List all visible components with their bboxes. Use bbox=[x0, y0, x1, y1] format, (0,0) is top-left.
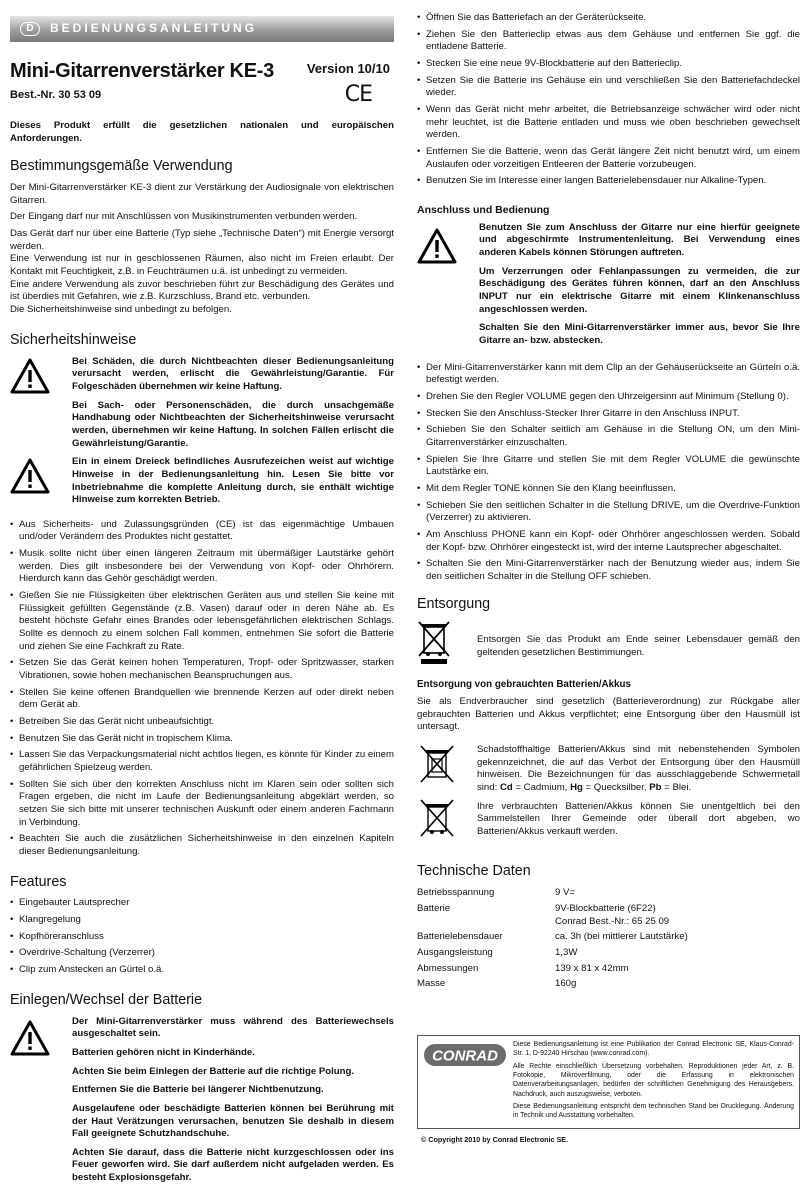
battery-steps bbox=[417, 12, 800, 188]
usage-paragraph: Das Gerät darf nur über eine Batterie (Typ siehe „Technische Daten“) mit Energie versorgt werden. bbox=[10, 228, 394, 252]
copyright: © Copyright 2010 by Conrad Electronic SE. bbox=[421, 1135, 569, 1144]
safety-heading: Sicherheitshinweise bbox=[10, 331, 137, 348]
header-band bbox=[10, 16, 394, 42]
list-item: • Schalten Sie den Mini-Gitarrenverstärker nach der Benutzung wieder aus, indem Sie den seitlichen Schalter in die Stellung OFF schieben. bbox=[417, 558, 800, 583]
features-list bbox=[10, 897, 394, 976]
usage-paragraph: Eine andere Verwendung als zuvor beschrieben führt zur Beschädigung des Gerätes und ist überdies mit Gefahren, wie z.B. Kurzschluss, Brand etc. verbunden. bbox=[10, 278, 394, 303]
specs-table bbox=[417, 887, 800, 994]
battery-warning-block bbox=[10, 1016, 394, 1191]
publisher-footer bbox=[417, 1035, 800, 1129]
battery-bin-icon bbox=[417, 744, 457, 784]
features-heading: Features bbox=[10, 873, 67, 890]
usage-paragraph: Die Sicherheitshinweise sind unbedingt zu befolgen. bbox=[10, 304, 232, 316]
connection-warning-text: Benutzen Sie zum Anschluss der Gitarre nur eine hierfür geeignete und abgeschirmte Instrumentenleitung. Bei Verwendung eines anderen Kabels können Störungen auftreten. bbox=[479, 221, 800, 259]
list-item: • Setzen Sie das Gerät keinen hohen Temperaturen, Tropf- oder Spritzwasser, starken Vibrationen, sowie hohen mechanischen Beanspruchungen aus. bbox=[10, 657, 394, 682]
disposal-text: Entsorgen Sie das Produkt am Ende seiner Lebensdauer gemäß den geltenden gesetzlichen Bestimmungen. bbox=[477, 634, 800, 658]
connection-warning-text: Um Verzerrungen oder Fehlanpassungen zu vermeiden, die zur Beschädigung des Gerätes führen können, darf an den Anschluss INPUT nur ein elektrische Gitarre mit einem Klinkenanschluss angeschlossen werden. bbox=[479, 265, 800, 315]
title-block bbox=[10, 58, 394, 120]
list-item: • Am Anschluss PHONE kann ein Kopf- oder Ohrhörer angeschlossen werden. Sobald der Kopf- bzw. Ohrhörer eingesteckt ist, wird der interne Lautsprecher abgeschaltet. bbox=[417, 529, 800, 554]
footer-paragraph: Alle Rechte einschließlich Übersetzung vorbehalten. Reproduktionen jeder Art, z. B. Fotokopie, Mikroverfilmung, oder die Erfassung in elektronischen Datenverarbeitungsanlagen, bedürfen der schriftlichen Genehmigung des Herausgebers. Nachdruck, auch auszugsweise, verboten. bbox=[513, 1062, 794, 1098]
usage-paragraph: Eine Verwendung ist nur in geschlossenen Räumen, also nicht im Freien erlaubt. Der Kontakt mit Feuchtigkeit, z.B. in Feuchträumen u.ä. ist unbedingt zu vermeiden. bbox=[10, 253, 394, 278]
header-title: BEDIENUNGSANLEITUNG bbox=[50, 21, 258, 36]
table-row: Masse 160g bbox=[417, 978, 577, 990]
battery-warning-text: Ausgelaufene oder beschädigte Batterien können bei Berührung mit der Haut Verätzungen verursachen, benutzen Sie deshalb in diesem Fall geeignete Schutzhandschuhe. bbox=[72, 1102, 394, 1140]
battery-heading: Einlegen/Wechsel der Batterie bbox=[10, 991, 203, 1008]
list-item: • Kopfhöreranschluss bbox=[10, 931, 394, 944]
table-row: Abmessungen 139 x 81 x 42mm bbox=[417, 962, 629, 974]
warning-triangle-icon bbox=[10, 1020, 50, 1056]
battery-disposal-text: Sie als Endverbraucher sind gesetzlich (Batterieverordnung) zur Rückgabe aller gebrauchten Batterien und Akkus verpflichtet; eine Entsorgung über den Hausmüll ist untersagt. bbox=[417, 695, 800, 733]
list-item: • Overdrive-Schaltung (Verzerrer) bbox=[10, 947, 394, 960]
list-item: • Aus Sicherheits- und Zulassungsgründen (CE) ist das eigenmächtige Umbauen und/oder Verändern des Produktes nicht gestattet. bbox=[10, 519, 394, 544]
warning-triangle-icon bbox=[417, 228, 457, 264]
list-item: • Benutzen Sie im Interesse einer langen Batterielebensdauer nur Alkaline-Typen. bbox=[417, 175, 800, 188]
list-item: • Spielen Sie Ihre Gitarre und stellen Sie mit dem Regler VOLUME die gewünschte Lautstärke ein. bbox=[417, 454, 800, 479]
warning-triangle-icon bbox=[10, 358, 50, 394]
safety-warning-text: Bei Schäden, die durch Nichtbeachten dieser Bedienungsanleitung verursacht werden, erlischt die Gewährleistung/Garantie. Für Folgeschäden übernehmen wir keine Haftung. bbox=[72, 355, 394, 392]
safety-warning-block bbox=[10, 356, 394, 513]
list-item: • Entfernen Sie die Batterie, wenn das Gerät längere Zeit nicht benutzt wird, um einem Auslaufen oder vorzeitigen Entleeren der Batterie vorzubeugen. bbox=[417, 146, 800, 171]
list-item: • Der Mini-Gitarrenverstärker kann mit dem Clip an der Gehäuserückseite an Gürteln o.ä. befestigt werden. bbox=[417, 362, 800, 387]
safety-warning-text: Ein in einem Dreieck befindliches Ausrufezeichen weist auf wichtige Hinweise in der Bedienungsanleitung hin. Lesen Sie bitte vor Inbetriebnahme die komplette Anleitung durch, sie enthält wichtige Hinweise zum korrekten Betrieb. bbox=[72, 456, 394, 506]
intro-text: Dieses Produkt erfüllt die gesetzlichen nationalen und europäischen Anforderungen. bbox=[10, 120, 394, 144]
list-item: • Klangregelung bbox=[10, 914, 394, 927]
safety-warning-text: Bei Sach- oder Personenschäden, die durch unsachgemäße Handhabung oder Nichtbeachten der Sicherheitshinweise verursacht werden, übernehmen wir keine Haftung. In solchen Fällen erlischt die Gewährleistung/Garantie. bbox=[72, 399, 394, 449]
usage-paragraph: Der Eingang darf nur mit Anschlüssen von Musikinstrumenten verbunden werden. bbox=[10, 211, 358, 223]
left-column bbox=[10, 0, 394, 1197]
list-item: • Schieben Sie den Schalter seitlich am Gehäuse in die Stellung ON, um den Mini-Gitarrenverstärker einzuschalten. bbox=[417, 424, 800, 449]
connection-warning-text: Schalten Sie den Mini-Gitarrenverstärker immer aus, bevor Sie Ihre Gitarre an- bzw. abstecken. bbox=[479, 322, 800, 346]
logo-text: CONRAD bbox=[432, 1047, 498, 1065]
battery-warning-text: Der Mini-Gitarrenverstärker muss während des Batteriewechsels ausgeschaltet sein. bbox=[72, 1015, 394, 1040]
list-item: • Stecken Sie den Anschluss-Stecker Ihrer Gitarre in den Anschluss INPUT. bbox=[417, 408, 800, 421]
warning-triangle-icon bbox=[10, 458, 50, 494]
table-row: Ausgangsleistung 1,3W bbox=[417, 946, 578, 958]
list-item: • Musik sollte nicht über einen längeren Zeitraum mit übermäßiger Lautstärke gehört werden. Dies gilt insbesondere bei der Verwendung von Kopf- oder Ohrhörern. Hierdurch kann das Gehör geschädigt werden. bbox=[10, 548, 394, 586]
list-item: • Gießen Sie nie Flüssigkeiten über elektrischen Geräten aus und stellen Sie keine mit Flüssigkeit gefüllten Gegenstände (z.B. Vasen) darauf oder in deren Nähe ab. Es besteht höchste Gefahr eines Brandes oder lebensgefährlichen elektrischen Schlags. Sollte es dennoch zu einem solchen Fall kommen, entnehmen Sie sofort die Batterie und ziehen Sie eine Fachkraft zu Rate. bbox=[10, 590, 394, 653]
usage-heading: Bestimmungsgemäße Verwendung bbox=[10, 158, 233, 175]
return-text: Ihre verbrauchten Batterien/Akkus können Sie unentgeltlich bei den Sammelstellen Ihrer Gemeinde oder überall dort abgeben, wo Batterien/Akkus verkauft werden. bbox=[477, 800, 800, 837]
ce-mark-icon: CE bbox=[344, 82, 372, 107]
footer-paragraph: Diese Bedienungsanleitung ist eine Publikation der Conrad Electronic SE, Klaus-Conrad-Str. 1, D-92240 Hirschau (www.conrad.com). bbox=[513, 1041, 794, 1058]
list-item: • Beachten Sie auch die zusätzlichen Sicherheitshinweise in den einzelnen Kapiteln dieser Bedienungsanleitung. bbox=[10, 833, 394, 858]
crossed-bin-icon bbox=[417, 798, 457, 838]
table-row: Batterie 9V-Blockbatterie (6F22) Conrad Best.-Nr.: 65 25 09 bbox=[417, 903, 670, 927]
battery-warning-text: Achten Sie beim Einlegen der Batterie auf die richtige Polung. bbox=[72, 1065, 355, 1077]
list-item: • Benutzen Sie das Gerät nicht in tropischem Klima. bbox=[10, 733, 394, 746]
conrad-logo-icon bbox=[423, 1040, 507, 1070]
crossed-bin-icon bbox=[417, 620, 451, 664]
list-item: • Clip zum Anstecken an Gürtel o.ä. bbox=[10, 964, 394, 977]
list-item: • Drehen Sie den Regler VOLUME gegen den Uhrzeigersinn auf Minimum (Stellung 0). bbox=[417, 391, 800, 404]
list-item: • Stecken Sie eine neue 9V-Blockbatterie auf den Batterieclip. bbox=[417, 58, 800, 71]
order-number: Best.-Nr. 30 53 09 bbox=[10, 89, 102, 102]
list-item: • Betreiben Sie das Gerät nicht unbeaufsichtigt. bbox=[10, 716, 394, 729]
hazard-text: Schadstoffhaltige Batterien/Akkus sind mit nebenstehenden Symbolen gekennzeichnet, die auf das Verbot der Entsorgung über den Hausmüll hinweisen. Die Bezeichnungen für das ausschlaggebende Schwermetall sind: Cd = Cadmium, Hg = Quecksilber, Pb = Blei. bbox=[477, 743, 800, 793]
list-item: • Eingebauter Lautsprecher bbox=[10, 897, 394, 910]
list-item: • Schieben Sie den seitlichen Schalter in die Stellung DRIVE, um die Overdrive-Funktion (Verzerrer) zu aktivieren. bbox=[417, 500, 800, 525]
battery-warning-text: Entfernen Sie die Batterie bei längerer Nichtbenutzung. bbox=[72, 1084, 324, 1096]
specs-heading: Technische Daten bbox=[417, 863, 531, 880]
list-item: • Sollten Sie sich über den korrekten Anschluss nicht im Klaren sein oder sollten sich Fragen ergeben, die nicht im Laufe der Bedienungsanleitung abgeklärt werden, so setzen Sie sich bitte mit unserer technischen Auskunft oder einem anderen Fachmann in Verbindung. bbox=[10, 779, 394, 830]
connection-warning-block bbox=[417, 222, 800, 354]
disposal-heading: Entsorgung bbox=[417, 596, 491, 613]
connection-heading: Anschluss und Bedienung bbox=[417, 203, 550, 216]
version-label: Version 10/10 bbox=[306, 61, 390, 76]
table-row: Batterielebensdauer ca. 3h (bei mittlerer Lautstärke) bbox=[417, 931, 688, 943]
list-item: • Lassen Sie das Verpackungsmaterial nicht achtlos liegen, es könnte für Kinder zu einem gefährlichen Spielzeug werden. bbox=[10, 749, 394, 774]
battery-warning-text: Batterien gehören nicht in Kinderhände. bbox=[72, 1046, 255, 1058]
list-item: • Ziehen Sie den Batterieclip etwas aus dem Gehäuse und entfernen Sie ggf. die entladene Batterie. bbox=[417, 29, 800, 54]
product-title: Mini-Gitarrenverstärker KE-3 bbox=[10, 60, 274, 82]
safety-list bbox=[10, 519, 394, 859]
list-item: • Mit dem Regler TONE können Sie den Klang beeinflussen. bbox=[417, 483, 800, 496]
language-badge: D bbox=[20, 22, 40, 36]
table-row: Betriebsspannung 9 V= bbox=[417, 887, 576, 899]
list-item: • Öffnen Sie das Batteriefach an der Geräterückseite. bbox=[417, 12, 800, 25]
battery-disposal-heading: Entsorgung von gebrauchten Batterien/Akkus bbox=[417, 679, 631, 690]
connection-steps bbox=[417, 362, 800, 584]
list-item: • Setzen Sie die Batterie ins Gehäuse ein und verschließen Sie den Batteriefachdeckel wieder. bbox=[417, 75, 800, 100]
list-item: • Stellen Sie keine offenen Brandquellen wie brennende Kerzen auf oder direkt neben dem Gerät ab. bbox=[10, 687, 394, 712]
battery-warning-text: Achten Sie darauf, dass die Batterie nicht kurzgeschlossen oder ins Feuer geworfen wird. Sie darf außerdem nicht aufgeladen werden. Es besteht Explosionsgefahr. bbox=[72, 1146, 394, 1184]
right-column bbox=[417, 0, 800, 1150]
list-item: • Wenn das Gerät nicht mehr arbeitet, die Betriebsanzeige schwächer wird oder nicht mehr leuchtet, ist die Batterie entladen und muss wie oben beschrieben gewechselt werden. bbox=[417, 104, 800, 142]
footer-paragraph: Diese Bedienungsanleitung entspricht dem technischen Stand bei Drucklegung. Änderung in Technik und Ausstattung vorbehalten. bbox=[513, 1102, 794, 1120]
usage-paragraph: Der Mini-Gitarrenverstärker KE-3 dient zur Verstärkung der Audiosignale von elektrischen Gitarren. bbox=[10, 182, 394, 206]
